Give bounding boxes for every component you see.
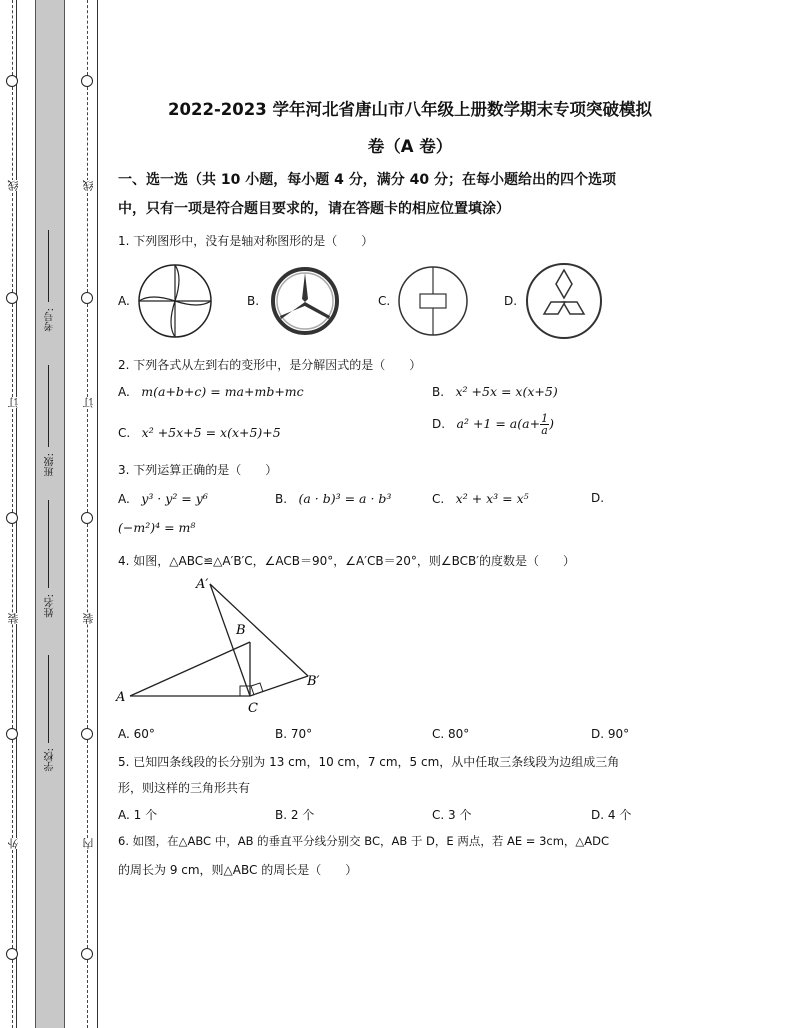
dashed-line <box>87 960 88 1028</box>
margin-label-wai: 外 <box>7 838 20 849</box>
q3-option-b <box>275 491 391 506</box>
figure-label-a: A <box>116 690 126 705</box>
dashed-line <box>87 524 88 728</box>
section-header <box>118 166 678 224</box>
q2-option-d-expr-a: a² +1 = a(a+ <box>456 416 541 431</box>
margin-label-zhuang-inner: 装 <box>82 613 95 624</box>
section-header-line1: 一、选一选（共 10 小题，每小题 4 分，满分 40 分；在每小题给出的四个选项 <box>118 172 616 188</box>
q3-option-a-label: A. <box>118 492 130 506</box>
q4-triangle-figure <box>110 574 330 724</box>
page-title-line2: 卷（A 卷） <box>367 137 453 156</box>
field-label-banji: 班级: <box>45 453 56 477</box>
q1-option-b-label: B. <box>247 294 260 308</box>
q3-option-b-label: B. <box>275 492 288 506</box>
q2-option-d-fraction <box>540 413 549 436</box>
q2-option-c <box>118 425 281 440</box>
q2-option-a <box>118 384 304 399</box>
q2-option-a-expr: m(a+b+c) = ma+mb+mc <box>141 384 304 399</box>
q6-stem-line1: 6. 如图，在△ABC 中，AB 的垂直平分线分别交 BC，AB 于 D，E 两点，若 AE = 3cm，△ADC <box>118 834 610 848</box>
binding-hole <box>6 292 18 304</box>
fraction-numerator: 1 <box>541 412 549 425</box>
binding-hole <box>81 292 93 304</box>
margin-label-xian-outer: 线 <box>7 180 20 191</box>
q3-option-d-expr: (−m²)⁴ = m⁸ <box>118 520 196 535</box>
binding-hole <box>6 75 18 87</box>
q6-stem-line2: 的周长为 9 cm，则△ABC 的周长是（ ） <box>118 863 358 877</box>
figure-label-b: B <box>236 623 246 638</box>
q4-option-b: B. 70° <box>275 727 313 741</box>
q2-stem: 2. 下列各式从左到右的变形中，是分解因式的是（ ） <box>118 358 422 372</box>
field-line-kaohao[interactable] <box>48 230 49 302</box>
field-label-xuexiao: 学校: <box>45 748 56 772</box>
margin-label-zhuang-outer: 装 <box>7 613 20 624</box>
fraction-denominator: a <box>541 424 548 437</box>
q5-option-b: B. 2 个 <box>275 808 315 822</box>
q2-option-a-label: A. <box>118 385 130 399</box>
margin-label-ding-inner: 订 <box>82 397 95 408</box>
figure-label-c: C <box>248 701 258 716</box>
margin-label-ding-outer: 订 <box>7 397 20 408</box>
figure-label-a-prime: A′ <box>196 577 209 592</box>
q4-option-c: C. 80° <box>432 727 470 741</box>
binding-hole <box>81 728 93 740</box>
q2-option-c-expr: x² +5x+5 = x(x+5)+5 <box>141 425 281 440</box>
q1-stem: 1. 下列图形中，没有是轴对称图形的是（ ） <box>118 234 374 248</box>
q2-option-b-expr: x² +5x = x(x+5) <box>455 384 558 399</box>
q3-stem: 3. 下列运算正确的是（ ） <box>118 463 278 477</box>
q3-option-c <box>432 491 529 506</box>
q2-option-d-label: D. <box>432 417 446 431</box>
binding-hole <box>6 512 18 524</box>
pinwheel-circle-figure <box>137 263 213 339</box>
margin-label-nei: 内 <box>82 838 95 849</box>
figure-label-b-prime: B′ <box>307 674 320 689</box>
q3-option-c-label: C. <box>432 492 445 506</box>
q3-option-d-label: D. <box>591 491 605 505</box>
q4-option-a: A. 60° <box>118 727 155 741</box>
dashed-line <box>12 0 13 75</box>
mercedes-logo-figure <box>270 266 340 336</box>
dashed-line <box>12 304 13 512</box>
field-line-banji[interactable] <box>48 365 49 447</box>
q1-option-c-label: C. <box>378 294 391 308</box>
field-line-xuexiao[interactable] <box>48 655 49 743</box>
binding-hole <box>81 75 93 87</box>
q1-option-a-label: A. <box>118 294 130 308</box>
q3-option-c-expr: x² + x³ = x⁵ <box>455 491 529 506</box>
margin-label-xian-inner: 线 <box>82 180 95 191</box>
dashed-line <box>87 0 88 75</box>
circle-square-figure <box>397 265 469 337</box>
binding-hole <box>6 948 18 960</box>
binding-hole <box>81 512 93 524</box>
q2-option-b-label: B. <box>432 385 445 399</box>
page-title-line1: 2022-2023 学年河北省唐山市八年级上册数学期末专项突破模拟 <box>168 100 652 119</box>
q5-option-d: D. 4 个 <box>591 808 632 822</box>
dashed-line <box>12 524 13 728</box>
q5-stem-line1: 5. 已知四条线段的长分别为 13 cm，10 cm，7 cm，5 cm，从中任取三条线段为边组成三角 <box>118 755 620 769</box>
q2-option-d-expr-b: ) <box>549 416 554 431</box>
binding-hole <box>6 728 18 740</box>
q5-option-c: C. 3 个 <box>432 808 472 822</box>
q3-option-a-expr: y³ · y² = y⁶ <box>141 491 208 506</box>
q1-option-d-label: D. <box>504 294 518 308</box>
q2-option-c-label: C. <box>118 426 131 440</box>
q3-option-b-expr: (a · b)³ = a · b³ <box>298 491 392 506</box>
q3-option-a <box>118 491 208 506</box>
field-label-xingming: 姓名: <box>45 594 56 618</box>
margin-inner-line <box>97 0 98 1028</box>
mitsubishi-logo-figure <box>525 262 603 340</box>
margin-gray-band <box>35 0 65 1028</box>
q5-stem-line2: 形，则这样的三角形共有 <box>118 781 251 795</box>
dashed-line <box>87 304 88 512</box>
q4-option-d: D. 90° <box>591 727 630 741</box>
field-line-xingming[interactable] <box>48 500 49 588</box>
section-header-line2: 中，只有一项是符合题目要求的，请在答题卡的相应位置填涂） <box>118 201 510 217</box>
q2-option-b <box>432 384 558 399</box>
q4-stem: 4. 如图，△ABC≌△A′B′C，∠ACB＝90°，∠A′CB＝20°，则∠BCB′的度数是（ ） <box>118 554 575 568</box>
q2-option-d <box>432 413 554 436</box>
dashed-line <box>12 960 13 1028</box>
q5-option-a: A. 1 个 <box>118 808 158 822</box>
field-label-kaohao: 考号: <box>45 308 56 332</box>
binding-hole <box>81 948 93 960</box>
